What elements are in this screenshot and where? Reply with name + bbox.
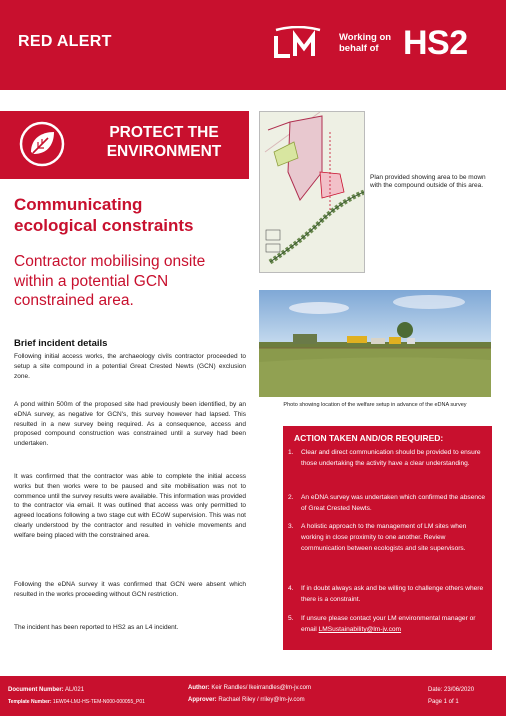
brief-paragraph: Following the eDNA survey it was confirmed that GCN were absent which resulted in the works proceeding without GCN restriction. xyxy=(14,581,246,598)
brief-title: Brief incident details xyxy=(14,338,108,349)
photo-caption: Photo showing location of the welfare setup in advance of the eDNA survey xyxy=(283,402,467,408)
date xyxy=(428,687,474,693)
brief-paragraph: The incident has been reported to HS2 as an L4 incident. xyxy=(14,624,179,631)
doc-number-value: AL/021 xyxy=(65,687,85,693)
page-indicator: Page 1 of 1 xyxy=(428,699,459,705)
working-on-line1: Working on xyxy=(339,32,392,43)
action-number: 3. xyxy=(288,523,294,530)
brief-paragraph: A pond within 500m of the proposed site had previously been identified, by an eDNA survey, as negative for GCN's, this survey however had lapsed. This resulted in a new survey being required. As a consequence, access and proposed compound construction was constrained until a survey had been undertaken. xyxy=(14,401,246,448)
template-number-label: Template Number: xyxy=(8,699,52,705)
sub-heading-line3: constrained area. xyxy=(14,292,134,309)
sub-heading-line2: within a potential GCN xyxy=(14,272,169,290)
approver xyxy=(188,697,305,703)
approver-value: Rachael Riley / rriley@lm-jv.com xyxy=(218,697,305,703)
action-text-body: If unsure please contact your LM environmental manager or email xyxy=(301,615,476,633)
main-heading xyxy=(14,194,254,236)
working-on-behalf-of xyxy=(339,32,391,54)
brief-paragraph: It was confirmed that the contractor was able to complete the initial access works but then works were to be paused and site mobilisation was not to commence until the survey results were available. This information was provided to the contractor via email. It was outlined that access was only permitted to agreed locations following a two stage cut with ECoW supervision. This was not clearly understood by the contractor and resulted in vehicle movements and welfare being placed with the constrained area. xyxy=(14,473,246,539)
action-text: A holistic approach to the management of LM sites when working in close proximity to one another. Review communication between ecologists and site supervisors. xyxy=(301,523,467,552)
banner-title-line1: PROTECT THE xyxy=(109,124,219,141)
approver-label: Approver: xyxy=(188,697,217,703)
site-photo-drawing xyxy=(259,290,491,397)
leaf-globe-icon xyxy=(18,120,66,168)
action-number: 2. xyxy=(288,494,294,501)
banner-title xyxy=(84,123,244,161)
author-label: Author: xyxy=(188,685,210,691)
sustainability-email-link[interactable]: LMSustainability@lm-jv.com xyxy=(318,626,402,633)
doc-number-label: Document Number: xyxy=(8,687,64,693)
site-plan-map xyxy=(259,111,365,273)
action-number: 1. xyxy=(288,449,294,456)
action-title: ACTION TAKEN AND/OR REQUIRED: xyxy=(294,433,444,443)
main-heading-line2: ecological constraints xyxy=(14,216,194,235)
action-text: An eDNA survey was undertaken which confirmed the absence of Great Crested Newts. xyxy=(301,494,485,512)
brief-paragraph: Following initial access works, the archaeology civils contractor proceeded to setup a site compound in a potential Great Crested Newts (GCN) exclusion zone. xyxy=(14,353,246,380)
action-number: 5. xyxy=(288,615,294,622)
author-value: Keir Randles/ lkeirrandles@lm-jv.com xyxy=(211,685,312,691)
hs2-logo: HS2 xyxy=(403,24,468,62)
site-photo xyxy=(259,290,491,397)
doc-number xyxy=(8,687,84,693)
working-on-line2: behalf of xyxy=(339,43,379,54)
date-value: 23/06/2020 xyxy=(444,687,475,693)
action-number: 4. xyxy=(288,585,294,592)
date-label: Date: xyxy=(428,687,443,693)
footer-bar xyxy=(0,676,506,716)
sub-heading xyxy=(14,252,254,311)
action-text: Clear and direct communication should be provided to ensure those undertaking the activity have a clear understanding. xyxy=(301,449,481,467)
action-text: If in doubt always ask and be willing to challenge others where there is a constraint. xyxy=(301,585,484,603)
lm-logo xyxy=(268,26,328,66)
alert-label: RED ALERT xyxy=(18,33,112,50)
template-number-value: 1EW04-LMJ-HS-TEM-N000-000055_P01 xyxy=(52,699,145,705)
sub-heading-line1: Contractor mobilising onsite xyxy=(14,253,206,270)
site-plan-drawing xyxy=(260,112,365,273)
author xyxy=(188,685,311,691)
template-number xyxy=(8,699,145,705)
map-caption: Plan provided showing area to be mown with the compound outside of this area. xyxy=(370,174,486,189)
main-heading-line1: Communicating xyxy=(14,195,143,214)
banner-title-line2: ENVIRONMENT xyxy=(106,143,222,160)
action-text xyxy=(301,613,487,635)
